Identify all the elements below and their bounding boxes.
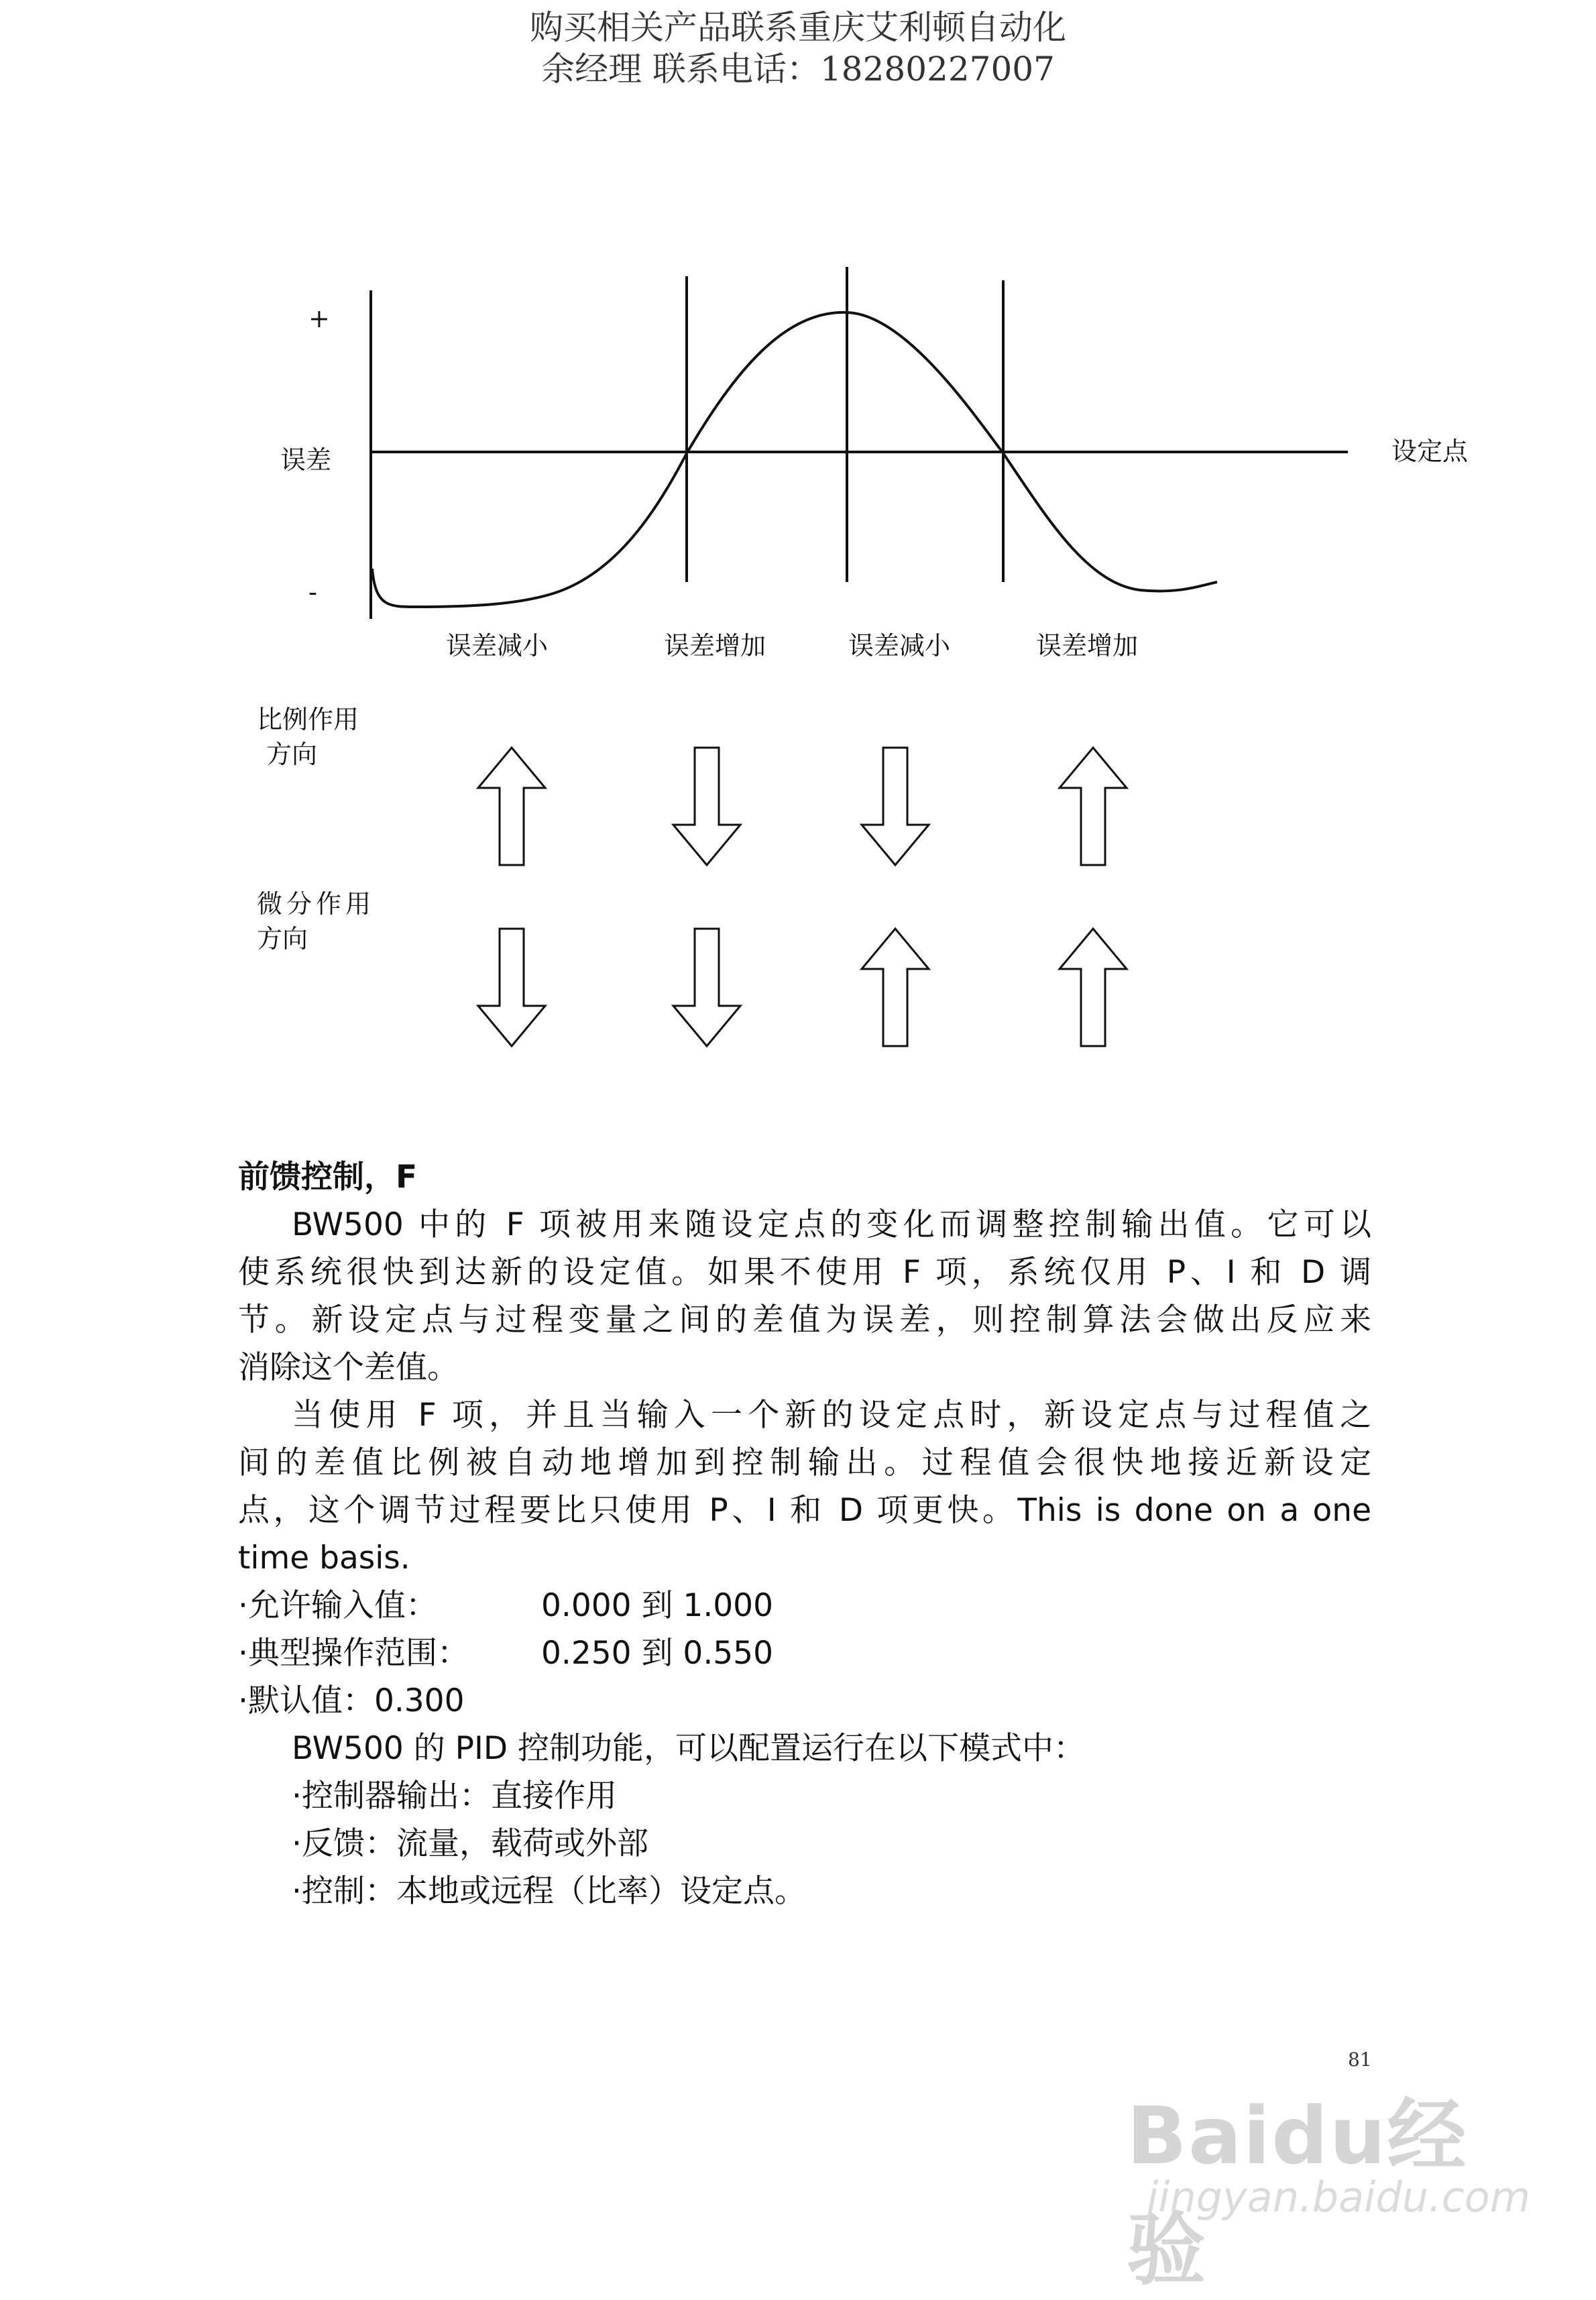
setpoint-label: 设定点 [1391,437,1469,466]
paragraph-2-line-2: 间的差值比例被自动地增加到控制输出。过程值会很快地接近新设定 [238,1444,1371,1481]
paragraph-1-line-2: 使系统很快到达新的设定值。如果不使用 F 项，系统仅用 P、I 和 D 调 [238,1254,1371,1291]
proportional-arrow-up-icon [478,748,545,865]
proportional-label-line1: 比例作用 [257,705,359,734]
default-value: ·默认值：0.300 [238,1682,465,1719]
proportional-label-line2: 方向 [266,740,318,769]
error-axis-label: 误差 [280,445,332,475]
mode-bullet-feedback: ·反馈：流量，载荷或外部 [292,1825,648,1862]
paragraph-1-line-1: BW500 中的 F 项被用来随设定点的变化而调整控制输出值。它可以 [292,1206,1371,1243]
typical-range-row [238,1629,1371,1677]
zone-label-3: 误差减小 [848,631,951,660]
zone-label-1: 误差减小 [446,631,549,660]
paragraph-2-line-1: 当使用 F 项，并且当输入一个新的设定点时，新设定点与过程值之 [292,1397,1371,1434]
watermark-brand: Baidu经验 [1127,2089,1468,2296]
zone-label-4: 误差增加 [1036,631,1139,660]
zone-label-2: 误差增加 [664,631,766,660]
page-number: 81 [1348,2049,1372,2071]
header-company-line: 购买相关产品联系重庆艾利顿自动化 [530,8,1066,47]
derivative-arrow-down-icon [478,929,545,1046]
derivative-arrow-down-icon [673,929,740,1046]
proportional-label [257,704,359,770]
paragraph-1-line-4: 消除这个差值。 [238,1349,459,1386]
paragraph-1-line-3: 节。新设定点与过程变量之间的差值为误差，则控制算法会做出反应来 [238,1302,1371,1338]
allowed-input-label: ·允许输入值： [238,1587,437,1624]
pid-intro: BW500 的 PID 控制功能，可以配置运行在以下模式中： [292,1730,1085,1767]
feedforward-section [238,1153,1371,1915]
allowed-input-value: 0.000 到 1.000 [541,1587,773,1624]
derivative-label-line1: 微分作用 [257,889,376,919]
allowed-input-row [238,1582,1371,1629]
header-contact-line: 余经理 联系电话：18280227007 [541,50,1055,89]
typical-range-value: 0.250 到 0.550 [541,1635,773,1672]
paragraph-2-line-3: 点，这个调节过程要比只使用 P、I 和 D 项更快。This is done on a one [238,1492,1371,1529]
derivative-label-line2: 方向 [257,924,308,954]
section-heading: 前馈控制，F [238,1159,418,1196]
proportional-arrow-up-icon [1060,748,1127,865]
minus-label: - [308,577,317,607]
typical-range-label: ·典型操作范围： [238,1635,469,1672]
derivative-label [257,888,375,954]
proportional-arrow-down-icon [673,748,740,865]
proportional-arrows-row [478,748,1127,865]
derivative-arrow-up-icon [1060,929,1127,1046]
error-curve [372,312,1217,607]
watermark-url: jingyan.baidu.com [1147,2173,1531,2222]
derivative-arrows-row [478,929,1127,1046]
error-curve-diagram [0,0,1596,1073]
plus-label: + [308,304,330,333]
proportional-arrow-down-icon [862,748,929,865]
paragraph-2-line-4: time basis. [238,1540,410,1576]
mode-bullet-control: ·控制：本地或远程（比率）设定点。 [292,1873,806,1910]
mode-bullet-output: ·控制器输出：直接作用 [292,1778,617,1815]
derivative-arrow-up-icon [862,929,929,1046]
baidu-watermark [1127,2072,1531,2296]
